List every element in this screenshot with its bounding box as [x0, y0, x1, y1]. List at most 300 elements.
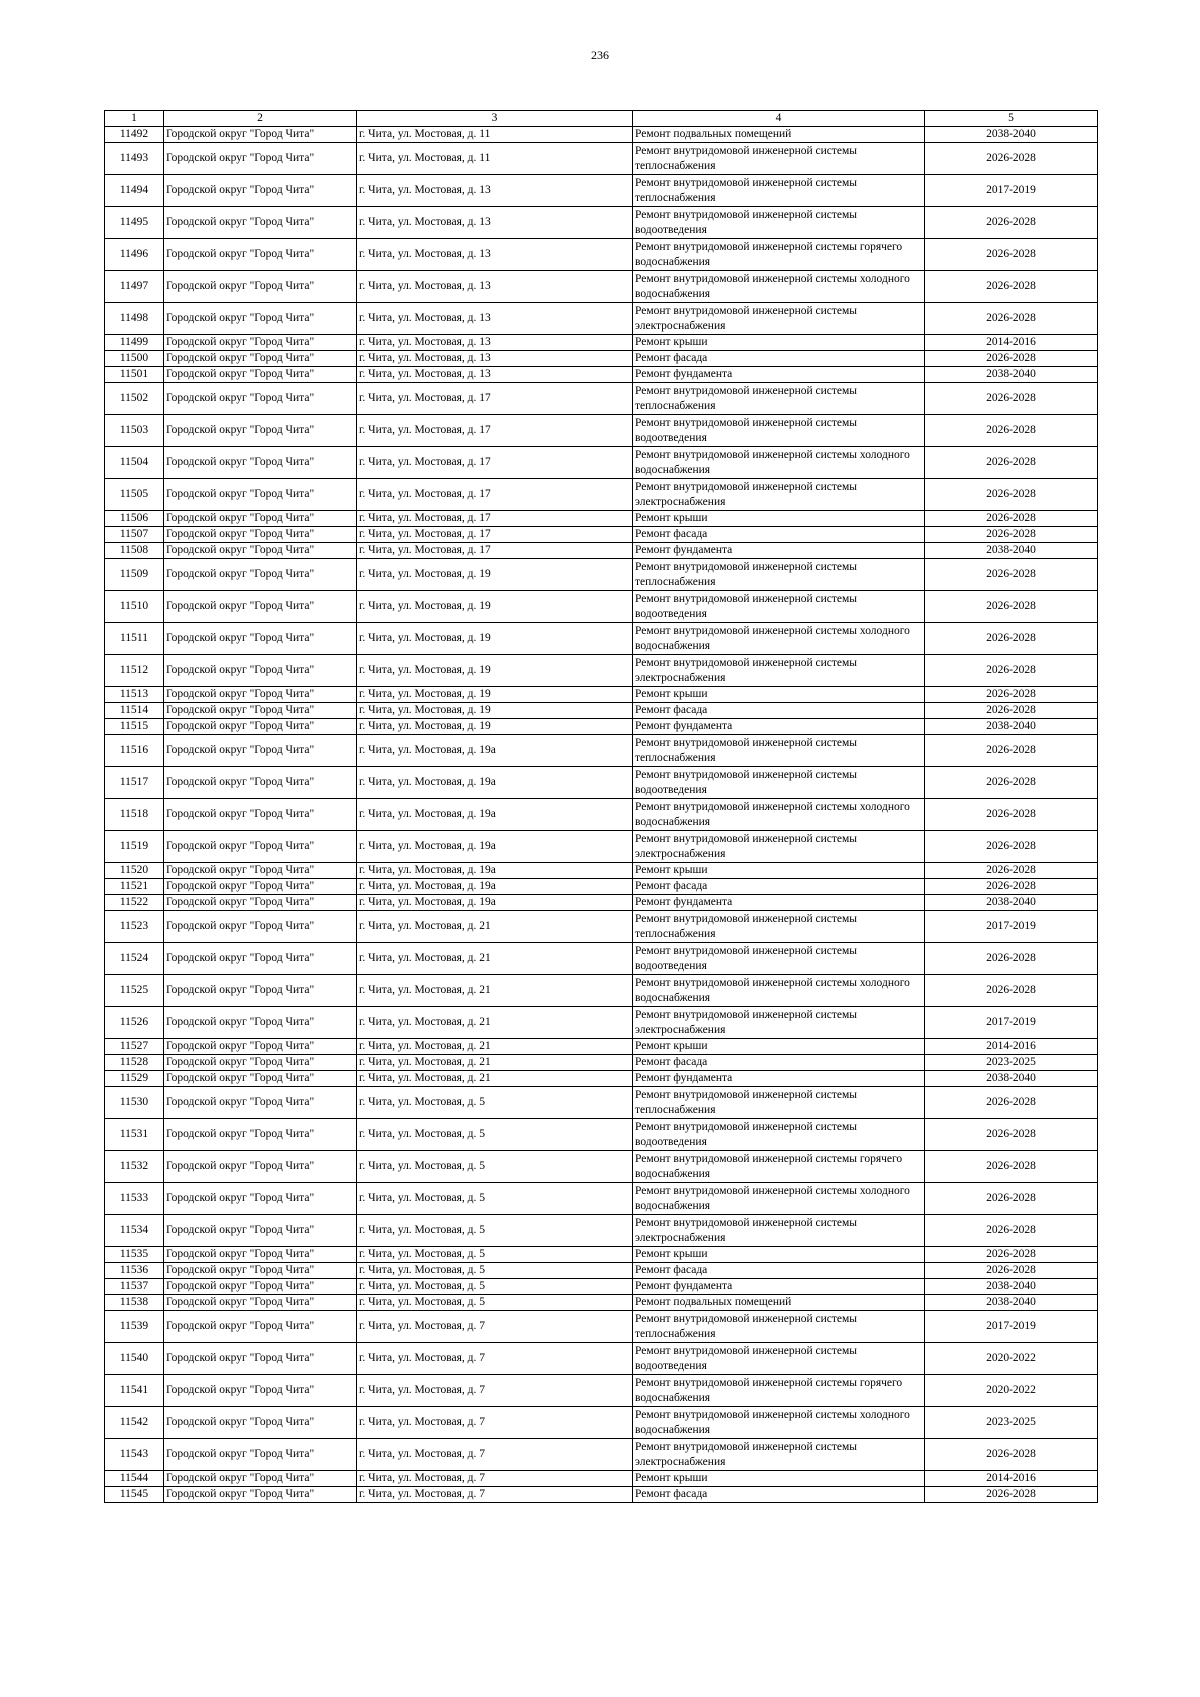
municipality-cell: Городской округ "Город Чита"	[164, 511, 357, 527]
table-row	[105, 719, 1098, 735]
row-number-cell: 11495	[105, 207, 164, 239]
row-number-cell: 11518	[105, 799, 164, 831]
municipality-cell: Городской округ "Город Чита"	[164, 687, 357, 703]
row-number-cell: 11536	[105, 1263, 164, 1279]
work-type-cell: Ремонт внутридомовой инженерной системы теплоснабжения	[633, 383, 925, 415]
page-number: 236	[591, 48, 609, 62]
row-number-cell: 11524	[105, 943, 164, 975]
table-row	[105, 1151, 1098, 1183]
period-cell: 2023-2025	[925, 1055, 1098, 1071]
work-type-cell: Ремонт внутридомовой инженерной системы теплоснабжения	[633, 911, 925, 943]
table-row	[105, 1407, 1098, 1439]
municipality-cell: Городской округ "Город Чита"	[164, 1343, 357, 1375]
row-number-cell: 11503	[105, 415, 164, 447]
table-row	[105, 1007, 1098, 1039]
period-cell: 2026-2028	[925, 687, 1098, 703]
work-type-cell: Ремонт внутридомовой инженерной системы электроснабжения	[633, 1215, 925, 1247]
period-cell: 2026-2028	[925, 1151, 1098, 1183]
period-cell: 2026-2028	[925, 655, 1098, 687]
row-number-cell: 11530	[105, 1087, 164, 1119]
row-number-cell: 11512	[105, 655, 164, 687]
work-type-cell: Ремонт внутридомовой инженерной системы теплоснабжения	[633, 143, 925, 175]
period-cell: 2026-2028	[925, 591, 1098, 623]
work-type-cell: Ремонт подвальных помещений	[633, 1295, 925, 1311]
municipality-cell: Городской округ "Город Чита"	[164, 655, 357, 687]
table-row	[105, 975, 1098, 1007]
work-type-cell: Ремонт внутридомовой инженерной системы водоотведения	[633, 1119, 925, 1151]
table-row	[105, 735, 1098, 767]
address-cell: г. Чита, ул. Мостовая, д. 21	[357, 1071, 633, 1087]
municipality-cell: Городской округ "Город Чита"	[164, 303, 357, 335]
municipality-cell: Городской округ "Город Чита"	[164, 1279, 357, 1295]
municipality-cell: Городской округ "Город Чита"	[164, 703, 357, 719]
row-number-cell: 11543	[105, 1439, 164, 1471]
row-number-cell: 11501	[105, 367, 164, 383]
table-row	[105, 687, 1098, 703]
row-number-cell: 11542	[105, 1407, 164, 1439]
table-row	[105, 239, 1098, 271]
municipality-cell: Городской округ "Город Чита"	[164, 383, 357, 415]
address-cell: г. Чита, ул. Мостовая, д. 19	[357, 719, 633, 735]
period-cell: 2026-2028	[925, 239, 1098, 271]
address-cell: г. Чита, ул. Мостовая, д. 19а	[357, 863, 633, 879]
column-header: 4	[633, 111, 925, 127]
period-cell: 2026-2028	[925, 1487, 1098, 1503]
period-cell: 2038-2040	[925, 543, 1098, 559]
municipality-cell: Городской округ "Город Чита"	[164, 1311, 357, 1343]
work-type-cell: Ремонт фундамента	[633, 1279, 925, 1295]
row-number-cell: 11492	[105, 127, 164, 143]
address-cell: г. Чита, ул. Мостовая, д. 5	[357, 1183, 633, 1215]
row-number-cell: 11514	[105, 703, 164, 719]
row-number-cell: 11538	[105, 1295, 164, 1311]
municipality-cell: Городской округ "Город Чита"	[164, 143, 357, 175]
row-number-cell: 11502	[105, 383, 164, 415]
work-type-cell: Ремонт фундамента	[633, 719, 925, 735]
period-cell: 2026-2028	[925, 943, 1098, 975]
period-cell: 2026-2028	[925, 1119, 1098, 1151]
row-number-cell: 11516	[105, 735, 164, 767]
address-cell: г. Чита, ул. Мостовая, д. 7	[357, 1375, 633, 1407]
row-number-cell: 11506	[105, 511, 164, 527]
address-cell: г. Чита, ул. Мостовая, д. 19	[357, 559, 633, 591]
address-cell: г. Чита, ул. Мостовая, д. 21	[357, 1055, 633, 1071]
row-number-cell: 11533	[105, 1183, 164, 1215]
row-number-cell: 11507	[105, 527, 164, 543]
address-cell: г. Чита, ул. Мостовая, д. 19а	[357, 895, 633, 911]
table-row	[105, 447, 1098, 479]
work-type-cell: Ремонт крыши	[633, 1247, 925, 1263]
work-type-cell: Ремонт внутридомовой инженерной системы холодного водоснабжения	[633, 975, 925, 1007]
period-cell: 2020-2022	[925, 1375, 1098, 1407]
row-number-cell: 11497	[105, 271, 164, 303]
municipality-cell: Городской округ "Город Чита"	[164, 735, 357, 767]
table-row	[105, 623, 1098, 655]
municipality-cell: Городской округ "Город Чита"	[164, 975, 357, 1007]
work-type-cell: Ремонт внутридомовой инженерной системы холодного водоснабжения	[633, 799, 925, 831]
address-cell: г. Чита, ул. Мостовая, д. 13	[357, 239, 633, 271]
address-cell: г. Чита, ул. Мостовая, д. 7	[357, 1487, 633, 1503]
work-type-cell: Ремонт внутридомовой инженерной системы электроснабжения	[633, 655, 925, 687]
work-type-cell: Ремонт внутридомовой инженерной системы теплоснабжения	[633, 735, 925, 767]
table-row	[105, 1471, 1098, 1487]
municipality-cell: Городской округ "Город Чита"	[164, 351, 357, 367]
row-number-cell: 11513	[105, 687, 164, 703]
municipality-cell: Городской округ "Город Чита"	[164, 1119, 357, 1151]
row-number-cell: 11508	[105, 543, 164, 559]
work-type-cell: Ремонт крыши	[633, 1039, 925, 1055]
work-type-cell: Ремонт подвальных помещений	[633, 127, 925, 143]
table-row	[105, 943, 1098, 975]
address-cell: г. Чита, ул. Мостовая, д. 5	[357, 1295, 633, 1311]
municipality-cell: Городской округ "Город Чита"	[164, 831, 357, 863]
address-cell: г. Чита, ул. Мостовая, д. 5	[357, 1279, 633, 1295]
row-number-cell: 11544	[105, 1471, 164, 1487]
table-row	[105, 415, 1098, 447]
address-cell: г. Чита, ул. Мостовая, д. 19	[357, 623, 633, 655]
period-cell: 2026-2028	[925, 831, 1098, 863]
address-cell: г. Чита, ул. Мостовая, д. 13	[357, 303, 633, 335]
table-row	[105, 303, 1098, 335]
period-cell: 2026-2028	[925, 1439, 1098, 1471]
row-number-cell: 11532	[105, 1151, 164, 1183]
address-cell: г. Чита, ул. Мостовая, д. 21	[357, 943, 633, 975]
period-cell: 2026-2028	[925, 1247, 1098, 1263]
table-row	[105, 911, 1098, 943]
period-cell: 2026-2028	[925, 1215, 1098, 1247]
table-row	[105, 1279, 1098, 1295]
work-type-cell: Ремонт внутридомовой инженерной системы водоотведения	[633, 767, 925, 799]
work-type-cell: Ремонт крыши	[633, 1471, 925, 1487]
table-row	[105, 1311, 1098, 1343]
table-row	[105, 1247, 1098, 1263]
work-type-cell: Ремонт внутридомовой инженерной системы холодного водоснабжения	[633, 1407, 925, 1439]
address-cell: г. Чита, ул. Мостовая, д. 21	[357, 1007, 633, 1039]
column-header: 2	[164, 111, 357, 127]
address-cell: г. Чита, ул. Мостовая, д. 11	[357, 143, 633, 175]
municipality-cell: Городской округ "Город Чита"	[164, 1151, 357, 1183]
period-cell: 2038-2040	[925, 127, 1098, 143]
address-cell: г. Чита, ул. Мостовая, д. 13	[357, 351, 633, 367]
municipality-cell: Городской округ "Город Чита"	[164, 447, 357, 479]
period-cell: 2017-2019	[925, 1007, 1098, 1039]
row-number-cell: 11504	[105, 447, 164, 479]
table-row	[105, 655, 1098, 687]
period-cell: 2038-2040	[925, 1071, 1098, 1087]
municipality-cell: Городской округ "Город Чита"	[164, 879, 357, 895]
row-number-cell: 11498	[105, 303, 164, 335]
address-cell: г. Чита, ул. Мостовая, д. 17	[357, 527, 633, 543]
address-cell: г. Чита, ул. Мостовая, д. 13	[357, 335, 633, 351]
period-cell: 2026-2028	[925, 479, 1098, 511]
row-number-cell: 11523	[105, 911, 164, 943]
row-number-cell: 11531	[105, 1119, 164, 1151]
table-body	[105, 127, 1098, 1503]
table-row	[105, 271, 1098, 303]
address-cell: г. Чита, ул. Мостовая, д. 19	[357, 687, 633, 703]
period-cell: 2017-2019	[925, 1311, 1098, 1343]
work-type-cell: Ремонт фасада	[633, 879, 925, 895]
municipality-cell: Городской округ "Город Чита"	[164, 623, 357, 655]
work-type-cell: Ремонт внутридомовой инженерной системы электроснабжения	[633, 303, 925, 335]
work-type-cell: Ремонт фасада	[633, 527, 925, 543]
municipality-cell: Городской округ "Город Чита"	[164, 895, 357, 911]
address-cell: г. Чита, ул. Мостовая, д. 17	[357, 511, 633, 527]
period-cell: 2026-2028	[925, 303, 1098, 335]
table-row	[105, 1439, 1098, 1471]
municipality-cell: Городской округ "Город Чита"	[164, 1487, 357, 1503]
table-row	[105, 1039, 1098, 1055]
address-cell: г. Чита, ул. Мостовая, д. 17	[357, 543, 633, 559]
table-row	[105, 175, 1098, 207]
period-cell: 2026-2028	[925, 703, 1098, 719]
row-number-cell: 11526	[105, 1007, 164, 1039]
work-type-cell: Ремонт фасада	[633, 1487, 925, 1503]
work-type-cell: Ремонт внутридомовой инженерной системы холодного водоснабжения	[633, 1183, 925, 1215]
municipality-cell: Городской округ "Город Чита"	[164, 1375, 357, 1407]
address-cell: г. Чита, ул. Мостовая, д. 17	[357, 479, 633, 511]
work-type-cell: Ремонт внутридомовой инженерной системы электроснабжения	[633, 1439, 925, 1471]
address-cell: г. Чита, ул. Мостовая, д. 5	[357, 1119, 633, 1151]
work-type-cell: Ремонт внутридомовой инженерной системы водоотведения	[633, 591, 925, 623]
table-row	[105, 799, 1098, 831]
period-cell: 2038-2040	[925, 1279, 1098, 1295]
row-number-cell: 11500	[105, 351, 164, 367]
table-row	[105, 1215, 1098, 1247]
row-number-cell: 11535	[105, 1247, 164, 1263]
address-cell: г. Чита, ул. Мостовая, д. 13	[357, 175, 633, 207]
municipality-cell: Городской округ "Город Чита"	[164, 1039, 357, 1055]
table-row	[105, 591, 1098, 623]
period-cell: 2026-2028	[925, 447, 1098, 479]
municipality-cell: Городской округ "Город Чита"	[164, 415, 357, 447]
table-row	[105, 335, 1098, 351]
address-cell: г. Чита, ул. Мостовая, д. 7	[357, 1311, 633, 1343]
address-cell: г. Чита, ул. Мостовая, д. 7	[357, 1439, 633, 1471]
table-row	[105, 767, 1098, 799]
work-type-cell: Ремонт внутридомовой инженерной системы горячего водоснабжения	[633, 239, 925, 271]
period-cell: 2026-2028	[925, 1183, 1098, 1215]
table-row	[105, 143, 1098, 175]
address-cell: г. Чита, ул. Мостовая, д. 11	[357, 127, 633, 143]
municipality-cell: Городской округ "Город Чита"	[164, 767, 357, 799]
work-type-cell: Ремонт внутридомовой инженерной системы теплоснабжения	[633, 1311, 925, 1343]
address-cell: г. Чита, ул. Мостовая, д. 21	[357, 1039, 633, 1055]
work-type-cell: Ремонт внутридомовой инженерной системы холодного водоснабжения	[633, 271, 925, 303]
period-cell: 2026-2028	[925, 799, 1098, 831]
period-cell: 2026-2028	[925, 767, 1098, 799]
table-row	[105, 1183, 1098, 1215]
row-number-cell: 11528	[105, 1055, 164, 1071]
period-cell: 2026-2028	[925, 351, 1098, 367]
table-row	[105, 383, 1098, 415]
row-number-cell: 11494	[105, 175, 164, 207]
address-cell: г. Чита, ул. Мостовая, д. 13	[357, 207, 633, 239]
table-row	[105, 831, 1098, 863]
column-header: 5	[925, 111, 1098, 127]
row-number-cell: 11541	[105, 1375, 164, 1407]
municipality-cell: Городской округ "Город Чита"	[164, 1247, 357, 1263]
address-cell: г. Чита, ул. Мостовая, д. 13	[357, 271, 633, 303]
work-type-cell: Ремонт внутридомовой инженерной системы водоотведения	[633, 943, 925, 975]
period-cell: 2038-2040	[925, 367, 1098, 383]
column-header: 1	[105, 111, 164, 127]
table-row	[105, 1055, 1098, 1071]
municipality-cell: Городской округ "Город Чита"	[164, 335, 357, 351]
table-row	[105, 1487, 1098, 1503]
municipality-cell: Городской округ "Город Чита"	[164, 719, 357, 735]
period-cell: 2038-2040	[925, 895, 1098, 911]
municipality-cell: Городской округ "Город Чита"	[164, 1071, 357, 1087]
work-type-cell: Ремонт крыши	[633, 335, 925, 351]
municipality-cell: Городской округ "Город Чита"	[164, 1471, 357, 1487]
address-cell: г. Чита, ул. Мостовая, д. 19	[357, 591, 633, 623]
row-number-cell: 11515	[105, 719, 164, 735]
address-cell: г. Чита, ул. Мостовая, д. 17	[357, 383, 633, 415]
municipality-cell: Городской округ "Город Чита"	[164, 127, 357, 143]
municipality-cell: Городской округ "Город Чита"	[164, 943, 357, 975]
work-type-cell: Ремонт крыши	[633, 687, 925, 703]
table-row	[105, 895, 1098, 911]
work-type-cell: Ремонт фасада	[633, 1263, 925, 1279]
work-type-cell: Ремонт фундамента	[633, 543, 925, 559]
work-type-cell: Ремонт внутридомовой инженерной системы теплоснабжения	[633, 1087, 925, 1119]
work-type-cell: Ремонт фундамента	[633, 895, 925, 911]
row-number-cell: 11525	[105, 975, 164, 1007]
municipality-cell: Городской округ "Город Чита"	[164, 207, 357, 239]
table-row	[105, 479, 1098, 511]
municipality-cell: Городской округ "Город Чита"	[164, 175, 357, 207]
municipality-cell: Городской округ "Город Чита"	[164, 479, 357, 511]
row-number-cell: 11496	[105, 239, 164, 271]
address-cell: г. Чита, ул. Мостовая, д. 21	[357, 911, 633, 943]
municipality-cell: Городской округ "Город Чита"	[164, 559, 357, 591]
municipality-cell: Городской округ "Город Чита"	[164, 271, 357, 303]
work-type-cell: Ремонт внутридомовой инженерной системы электроснабжения	[633, 831, 925, 863]
column-header: 3	[357, 111, 633, 127]
row-number-cell: 11520	[105, 863, 164, 879]
address-cell: г. Чита, ул. Мостовая, д. 13	[357, 367, 633, 383]
row-number-cell: 11499	[105, 335, 164, 351]
work-type-cell: Ремонт внутридомовой инженерной системы теплоснабжения	[633, 559, 925, 591]
municipality-cell: Городской округ "Город Чита"	[164, 863, 357, 879]
repair-schedule-table	[104, 110, 1098, 1503]
row-number-cell: 11509	[105, 559, 164, 591]
row-number-cell: 11527	[105, 1039, 164, 1055]
period-cell: 2026-2028	[925, 623, 1098, 655]
row-number-cell: 11493	[105, 143, 164, 175]
row-number-cell: 11540	[105, 1343, 164, 1375]
table-row	[105, 1375, 1098, 1407]
work-type-cell: Ремонт внутридомовой инженерной системы водоотведения	[633, 415, 925, 447]
municipality-cell: Городской округ "Город Чита"	[164, 1055, 357, 1071]
municipality-cell: Городской округ "Город Чита"	[164, 1087, 357, 1119]
row-number-cell: 11534	[105, 1215, 164, 1247]
period-cell: 2026-2028	[925, 975, 1098, 1007]
work-type-cell: Ремонт крыши	[633, 511, 925, 527]
period-cell: 2026-2028	[925, 527, 1098, 543]
work-type-cell: Ремонт внутридомовой инженерной системы электроснабжения	[633, 479, 925, 511]
work-type-cell: Ремонт внутридомовой инженерной системы электроснабжения	[633, 1007, 925, 1039]
row-number-cell: 11521	[105, 879, 164, 895]
period-cell: 2038-2040	[925, 719, 1098, 735]
table-row	[105, 863, 1098, 879]
municipality-cell: Городской округ "Город Чита"	[164, 527, 357, 543]
municipality-cell: Городской округ "Город Чита"	[164, 239, 357, 271]
work-type-cell: Ремонт внутридомовой инженерной системы водоотведения	[633, 207, 925, 239]
table-row	[105, 1119, 1098, 1151]
table-row	[105, 559, 1098, 591]
period-cell: 2026-2028	[925, 415, 1098, 447]
address-cell: г. Чита, ул. Мостовая, д. 17	[357, 415, 633, 447]
table-row	[105, 879, 1098, 895]
municipality-cell: Городской округ "Город Чита"	[164, 1295, 357, 1311]
work-type-cell: Ремонт внутридомовой инженерной системы водоотведения	[633, 1343, 925, 1375]
municipality-cell: Городской округ "Город Чита"	[164, 543, 357, 559]
work-type-cell: Ремонт фасада	[633, 351, 925, 367]
address-cell: г. Чита, ул. Мостовая, д. 19а	[357, 831, 633, 863]
table-row	[105, 511, 1098, 527]
address-cell: г. Чита, ул. Мостовая, д. 5	[357, 1087, 633, 1119]
period-cell: 2026-2028	[925, 271, 1098, 303]
municipality-cell: Городской округ "Город Чита"	[164, 911, 357, 943]
address-cell: г. Чита, ул. Мостовая, д. 19	[357, 655, 633, 687]
row-number-cell: 11539	[105, 1311, 164, 1343]
period-cell: 2026-2028	[925, 863, 1098, 879]
work-type-cell: Ремонт фасада	[633, 703, 925, 719]
period-cell: 2026-2028	[925, 735, 1098, 767]
period-cell: 2014-2016	[925, 1039, 1098, 1055]
period-cell: 2014-2016	[925, 1471, 1098, 1487]
work-type-cell: Ремонт фундамента	[633, 1071, 925, 1087]
address-cell: г. Чита, ул. Мостовая, д. 5	[357, 1247, 633, 1263]
period-cell: 2026-2028	[925, 207, 1098, 239]
row-number-cell: 11511	[105, 623, 164, 655]
work-type-cell: Ремонт внутридомовой инженерной системы теплоснабжения	[633, 175, 925, 207]
period-cell: 2026-2028	[925, 1263, 1098, 1279]
row-number-cell: 11522	[105, 895, 164, 911]
address-cell: г. Чита, ул. Мостовая, д. 5	[357, 1215, 633, 1247]
municipality-cell: Городской округ "Город Чита"	[164, 591, 357, 623]
work-type-cell: Ремонт внутридомовой инженерной системы горячего водоснабжения	[633, 1375, 925, 1407]
row-number-cell: 11537	[105, 1279, 164, 1295]
address-cell: г. Чита, ул. Мостовая, д. 19а	[357, 767, 633, 799]
period-cell: 2026-2028	[925, 511, 1098, 527]
work-type-cell: Ремонт внутридомовой инженерной системы холодного водоснабжения	[633, 623, 925, 655]
period-cell: 2020-2022	[925, 1343, 1098, 1375]
period-cell: 2026-2028	[925, 143, 1098, 175]
address-cell: г. Чита, ул. Мостовая, д. 17	[357, 447, 633, 479]
period-cell: 2017-2019	[925, 911, 1098, 943]
address-cell: г. Чита, ул. Мостовая, д. 7	[357, 1471, 633, 1487]
address-cell: г. Чита, ул. Мостовая, д. 19а	[357, 735, 633, 767]
table-row	[105, 207, 1098, 239]
address-cell: г. Чита, ул. Мостовая, д. 19а	[357, 879, 633, 895]
work-type-cell: Ремонт крыши	[633, 863, 925, 879]
row-number-cell: 11510	[105, 591, 164, 623]
address-cell: г. Чита, ул. Мостовая, д. 7	[357, 1407, 633, 1439]
table-row	[105, 351, 1098, 367]
address-cell: г. Чита, ул. Мостовая, д. 5	[357, 1263, 633, 1279]
row-number-cell: 11519	[105, 831, 164, 863]
work-type-cell: Ремонт фасада	[633, 1055, 925, 1071]
table-row	[105, 703, 1098, 719]
period-cell: 2026-2028	[925, 383, 1098, 415]
table-row	[105, 527, 1098, 543]
address-cell: г. Чита, ул. Мостовая, д. 21	[357, 975, 633, 1007]
table-row	[105, 1263, 1098, 1279]
table-row	[105, 1295, 1098, 1311]
